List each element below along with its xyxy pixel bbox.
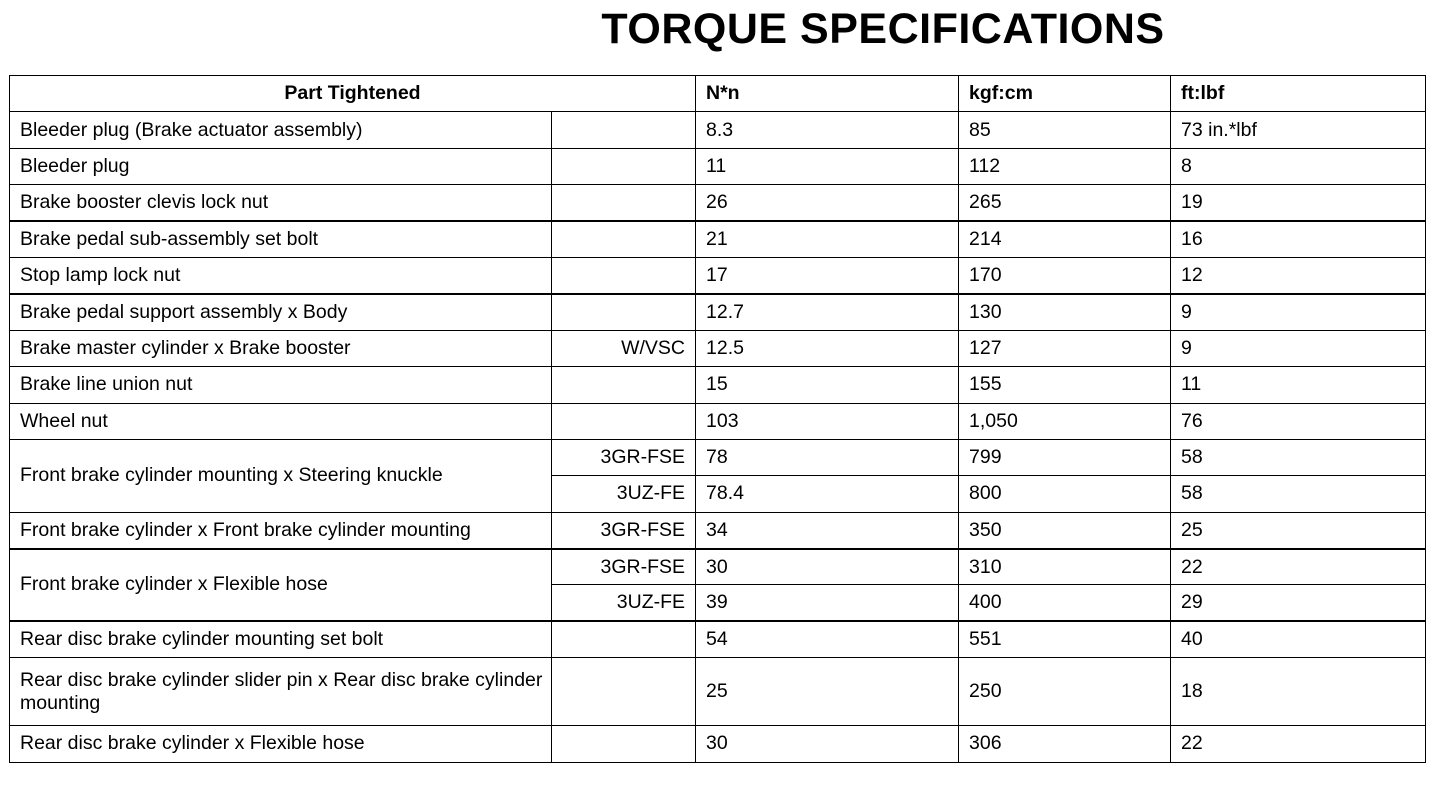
torque-spec-table xyxy=(9,75,1426,763)
table-row xyxy=(10,512,1426,548)
condition-cell: 3GR-FSE xyxy=(552,512,696,548)
part-cell: Front brake cylinder x Flexible hose xyxy=(10,549,552,622)
ftlbf-cell: 22 xyxy=(1171,549,1426,585)
condition-cell: 3UZ-FE xyxy=(552,585,696,621)
ftlbf-cell: 16 xyxy=(1171,221,1426,257)
nm-cell: 26 xyxy=(696,185,959,221)
ftlbf-cell: 29 xyxy=(1171,585,1426,621)
part-cell: Brake line union nut xyxy=(10,367,552,403)
kgf-cell: 170 xyxy=(959,257,1171,293)
condition-cell xyxy=(552,403,696,439)
ftlbf-cell: 19 xyxy=(1171,185,1426,221)
table-row xyxy=(10,658,1426,726)
kgf-cell: 306 xyxy=(959,726,1171,762)
nm-cell: 21 xyxy=(696,221,959,257)
part-cell: Wheel nut xyxy=(10,403,552,439)
nm-cell: 30 xyxy=(696,549,959,585)
table-row xyxy=(10,726,1426,762)
condition-cell xyxy=(552,294,696,330)
nm-cell: 78 xyxy=(696,439,959,475)
condition-cell xyxy=(552,221,696,257)
ftlbf-cell: 73 in.*lbf xyxy=(1171,112,1426,148)
kgf-cell: 112 xyxy=(959,148,1171,184)
table-row xyxy=(10,112,1426,148)
table-row xyxy=(10,403,1426,439)
table-row xyxy=(10,294,1426,330)
part-cell: Bleeder plug (Brake actuator assembly) xyxy=(10,112,552,148)
nm-cell: 54 xyxy=(696,621,959,657)
nm-cell: 12.5 xyxy=(696,330,959,366)
kgf-cell: 799 xyxy=(959,439,1171,475)
ftlbf-cell: 8 xyxy=(1171,148,1426,184)
header-nm: N*n xyxy=(696,76,959,112)
ftlbf-cell: 25 xyxy=(1171,512,1426,548)
nm-cell: 30 xyxy=(696,726,959,762)
condition-cell xyxy=(552,621,696,657)
nm-cell: 103 xyxy=(696,403,959,439)
part-cell: Front brake cylinder mounting x Steering knuckle xyxy=(10,439,552,512)
condition-cell xyxy=(552,367,696,403)
condition-cell: W/VSC xyxy=(552,330,696,366)
ftlbf-cell: 76 xyxy=(1171,403,1426,439)
header-kgf-cm: kgf:cm xyxy=(959,76,1171,112)
kgf-cell: 265 xyxy=(959,185,1171,221)
ftlbf-cell: 58 xyxy=(1171,439,1426,475)
kgf-cell: 85 xyxy=(959,112,1171,148)
part-cell: Brake master cylinder x Brake booster xyxy=(10,330,552,366)
table-row xyxy=(10,439,1426,475)
kgf-cell: 800 xyxy=(959,476,1171,512)
table-row xyxy=(10,367,1426,403)
part-cell: Rear disc brake cylinder slider pin x Rear disc brake cylinder mounting xyxy=(10,658,552,726)
condition-cell: 3GR-FSE xyxy=(552,439,696,475)
kgf-cell: 1,050 xyxy=(959,403,1171,439)
ftlbf-cell: 11 xyxy=(1171,367,1426,403)
nm-cell: 39 xyxy=(696,585,959,621)
header-row xyxy=(10,76,1426,112)
part-cell: Brake pedal support assembly x Body xyxy=(10,294,552,330)
nm-cell: 8.3 xyxy=(696,112,959,148)
table-row xyxy=(10,221,1426,257)
nm-cell: 25 xyxy=(696,658,959,726)
part-cell: Bleeder plug xyxy=(10,148,552,184)
part-cell: Rear disc brake cylinder x Flexible hose xyxy=(10,726,552,762)
condition-cell xyxy=(552,257,696,293)
kgf-cell: 130 xyxy=(959,294,1171,330)
condition-cell xyxy=(552,148,696,184)
ftlbf-cell: 12 xyxy=(1171,257,1426,293)
kgf-cell: 214 xyxy=(959,221,1171,257)
kgf-cell: 400 xyxy=(959,585,1171,621)
nm-cell: 12.7 xyxy=(696,294,959,330)
part-cell: Brake pedal sub-assembly set bolt xyxy=(10,221,552,257)
header-part-tightened: Part Tightened xyxy=(10,76,696,112)
nm-cell: 15 xyxy=(696,367,959,403)
table-row xyxy=(10,549,1426,585)
table-row xyxy=(10,621,1426,657)
kgf-cell: 310 xyxy=(959,549,1171,585)
table-row xyxy=(10,148,1426,184)
condition-cell xyxy=(552,185,696,221)
ftlbf-cell: 18 xyxy=(1171,658,1426,726)
ftlbf-cell: 58 xyxy=(1171,476,1426,512)
ftlbf-cell: 9 xyxy=(1171,330,1426,366)
ftlbf-cell: 22 xyxy=(1171,726,1426,762)
nm-cell: 11 xyxy=(696,148,959,184)
condition-cell xyxy=(552,112,696,148)
part-cell: Front brake cylinder x Front brake cylinder mounting xyxy=(10,512,552,548)
header-ft-lbf: ft:lbf xyxy=(1171,76,1426,112)
condition-cell: 3UZ-FE xyxy=(552,476,696,512)
part-cell: Rear disc brake cylinder mounting set bolt xyxy=(10,621,552,657)
table-row xyxy=(10,330,1426,366)
table-row xyxy=(10,257,1426,293)
nm-cell: 17 xyxy=(696,257,959,293)
condition-cell: 3GR-FSE xyxy=(552,549,696,585)
kgf-cell: 250 xyxy=(959,658,1171,726)
ftlbf-cell: 40 xyxy=(1171,621,1426,657)
kgf-cell: 155 xyxy=(959,367,1171,403)
part-cell: Stop lamp lock nut xyxy=(10,257,552,293)
kgf-cell: 127 xyxy=(959,330,1171,366)
nm-cell: 78.4 xyxy=(696,476,959,512)
condition-cell xyxy=(552,726,696,762)
kgf-cell: 350 xyxy=(959,512,1171,548)
condition-cell xyxy=(552,658,696,726)
kgf-cell: 551 xyxy=(959,621,1171,657)
nm-cell: 34 xyxy=(696,512,959,548)
ftlbf-cell: 9 xyxy=(1171,294,1426,330)
page-title: TORQUE SPECIFICATIONS xyxy=(601,5,1165,53)
part-cell: Brake booster clevis lock nut xyxy=(10,185,552,221)
table-row xyxy=(10,185,1426,221)
